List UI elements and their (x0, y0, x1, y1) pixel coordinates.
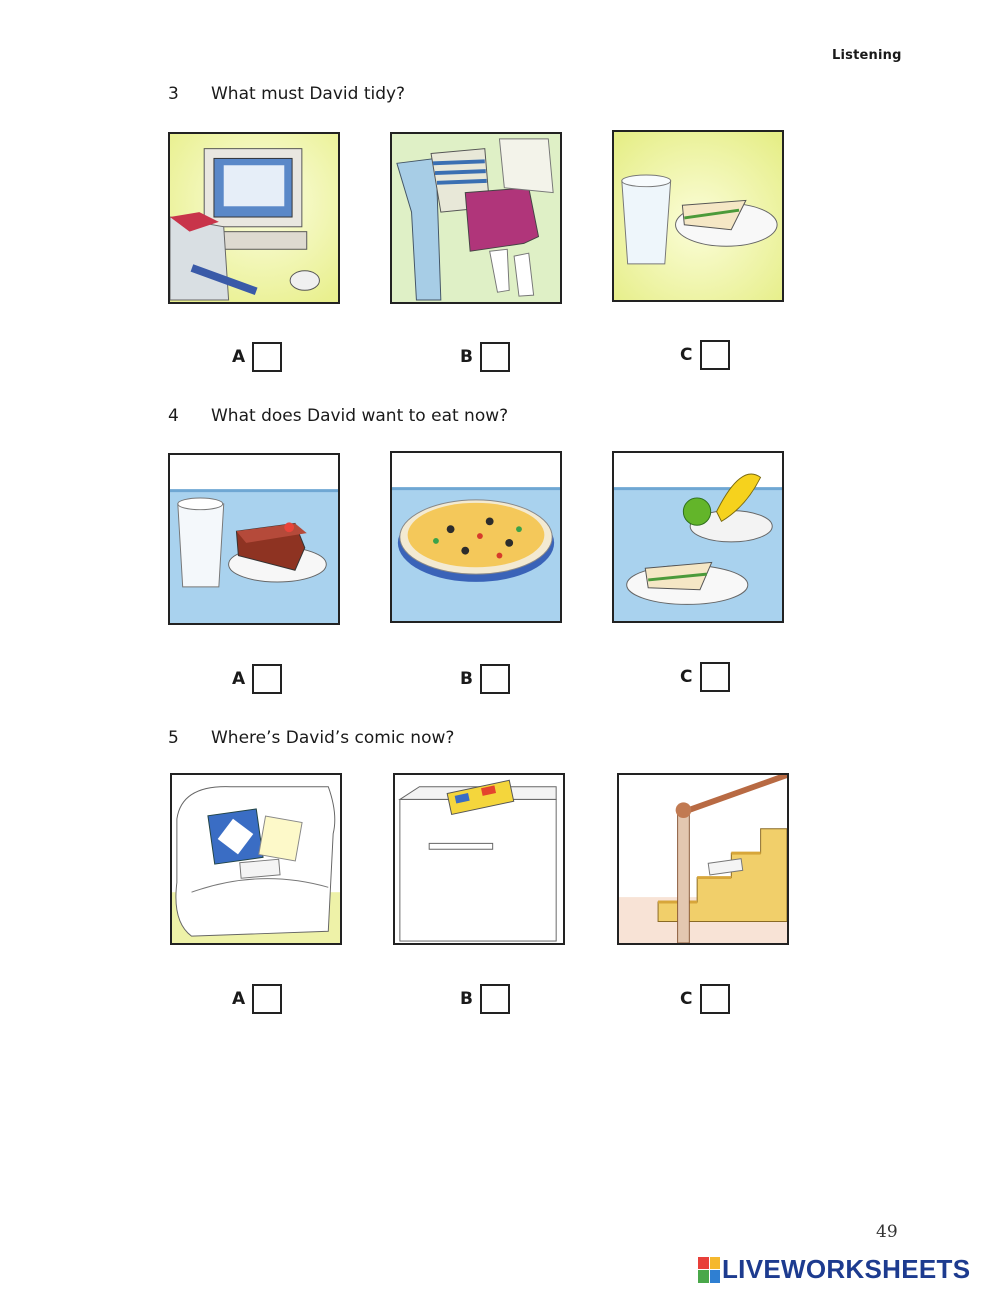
brand-wordmark: LIVEWORKSHEETS (722, 1254, 971, 1284)
q5-option-a (232, 982, 282, 1016)
q3-option-c (680, 338, 730, 372)
q4-option-a (232, 662, 282, 696)
question-text: Where’s David’s comic now? (211, 728, 455, 748)
sandwich-and-water-picture (612, 130, 784, 302)
option-letter: B (460, 989, 473, 1009)
sofa-comic-picture (170, 773, 342, 945)
option-letter: C (680, 989, 693, 1009)
q5-option-b (460, 982, 510, 1016)
liveworksheets-brand[interactable] (698, 1254, 970, 1285)
q5-answer-box-b[interactable] (480, 984, 510, 1014)
q3-option-b (460, 340, 510, 374)
cupboard-comic-picture (393, 773, 565, 945)
option-letter: B (460, 347, 473, 367)
q4-answer-box-b[interactable] (480, 664, 510, 694)
question-text: What does David want to eat now? (211, 406, 509, 426)
milk-and-cake-picture (168, 453, 340, 625)
q4-option-c (680, 660, 730, 694)
option-letter: A (232, 989, 246, 1009)
q3-answer-box-a[interactable] (252, 342, 282, 372)
option-letter: C (680, 667, 693, 687)
computer-desk-picture (168, 132, 340, 304)
q5-option-c (680, 982, 730, 1016)
question-text: What must David tidy? (211, 84, 406, 104)
section-label: Listening (832, 48, 902, 63)
question-number: 4 (168, 406, 179, 426)
q5-answer-box-c[interactable] (700, 984, 730, 1014)
q3-answer-box-c[interactable] (700, 340, 730, 370)
q4-answer-box-a[interactable] (252, 664, 282, 694)
q4-answer-box-c[interactable] (700, 662, 730, 692)
question-4 (168, 406, 508, 426)
q4-option-b (460, 662, 510, 696)
q3-option-a (232, 340, 282, 374)
fruit-and-sandwich-picture (612, 451, 784, 623)
option-letter: A (232, 347, 246, 367)
option-letter: A (232, 669, 246, 689)
clothes-picture (390, 132, 562, 304)
liveworksheets-logo-icon (698, 1257, 720, 1283)
option-letter: C (680, 345, 693, 365)
page-number: 49 (876, 1222, 898, 1242)
option-letter: B (460, 669, 473, 689)
question-3 (168, 84, 405, 104)
question-number: 3 (168, 84, 179, 104)
q3-answer-box-b[interactable] (480, 342, 510, 372)
question-number: 5 (168, 728, 179, 748)
stairs-comic-picture (617, 773, 789, 945)
question-5 (168, 728, 454, 748)
q5-answer-box-a[interactable] (252, 984, 282, 1014)
pizza-picture (390, 451, 562, 623)
